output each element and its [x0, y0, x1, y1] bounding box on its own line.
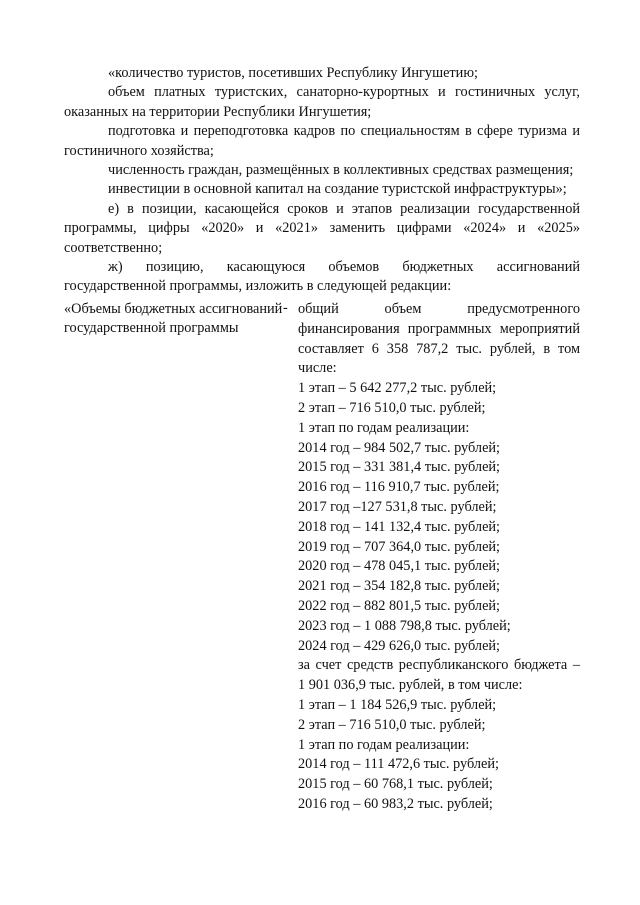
budget-line: 2 этап – 716 510,0 тыс. рублей;: [298, 399, 486, 416]
total-financing-text: общий объем предусмотренного финансирования программных мероприятий составляет 6 358 787,2 тыс. рублей, в том числе:: [298, 301, 580, 377]
budget-line: 2021 год – 354 182,8 тыс. рублей;: [298, 578, 501, 595]
paragraph: объем платных туристских, санаторно-курортных и гостиничных услуг, оказанных на территории Республики Ингушетия;: [64, 84, 580, 120]
budget-line: 2016 год – 116 910,7 тыс. рублей;: [298, 479, 500, 496]
table-label-cell: «Объемы бюджетных ассигнований государственной программы: [64, 301, 283, 337]
budget-line: 2023 год – 1 088 798,8 тыс. рублей;: [298, 617, 511, 634]
budget-line: 1 этап – 1 184 526,9 тыс. рублей;: [298, 696, 497, 713]
budget-line: 2016 год – 60 983,2 тыс. рублей;: [298, 795, 493, 812]
budget-line: 2019 год – 707 364,0 тыс. рублей;: [298, 538, 501, 555]
paragraph: е) в позиции, касающейся сроков и этапов реализации государственной программы, цифры «2020» и «2021» заменить цифрами «2024» и «2025» соответственно;: [64, 200, 580, 256]
budget-line: 2018 год – 141 132,4 тыс. рублей;: [298, 518, 501, 535]
paragraph: подготовка и переподготовка кадров по специальностям в сфере туризма и гостиничного хозяйства;: [64, 123, 580, 159]
budget-line: 1 этап по годам реализации:: [298, 419, 470, 436]
paragraph: ж) позицию, касающуюся объемов бюджетных ассигнований государственной программы, изложить в следующей редакции:: [64, 259, 580, 295]
intro-text: [64, 64, 580, 297]
budget-line: 2022 год – 882 801,5 тыс. рублей;: [298, 597, 501, 614]
budget-line: 2015 год – 60 768,1 тыс. рублей;: [298, 776, 493, 793]
paragraph: инвестиции в основной капитал на создание туристской инфраструктуры»;: [108, 181, 567, 198]
table-value-cell: [298, 300, 580, 815]
budget-line: 2015 год – 331 381,4 тыс. рублей;: [298, 459, 501, 476]
budget-line: 2014 год – 111 472,6 тыс. рублей;: [298, 756, 499, 773]
budget-line: 2014 год – 984 502,7 тыс. рублей;: [298, 439, 501, 456]
budget-line: 2020 год – 478 045,1 тыс. рублей;: [298, 558, 501, 575]
budget-line: 2017 год –127 531,8 тыс. рублей;: [298, 498, 497, 515]
republic-budget-text: за счет средств республиканского бюджета – 1 901 036,9 тыс. рублей, в том числе:: [298, 657, 580, 694]
total-financing-lines: [298, 379, 580, 656]
table-dash: -: [283, 300, 288, 316]
republic-budget-lines: [298, 696, 580, 815]
budget-line: 2 этап – 716 510,0 тыс. рублей;: [298, 716, 486, 733]
budget-line: 1 этап – 5 642 277,2 тыс. рублей;: [298, 380, 497, 397]
budget-line: 1 этап по годам реализации:: [298, 736, 470, 753]
budget-line: 2024 год – 429 626,0 тыс. рублей;: [298, 637, 501, 654]
paragraph: численность граждан, размещённых в коллективных средствах размещения;: [108, 162, 574, 179]
paragraph: «количество туристов, посетивших Республику Ингушетию;: [108, 65, 478, 81]
